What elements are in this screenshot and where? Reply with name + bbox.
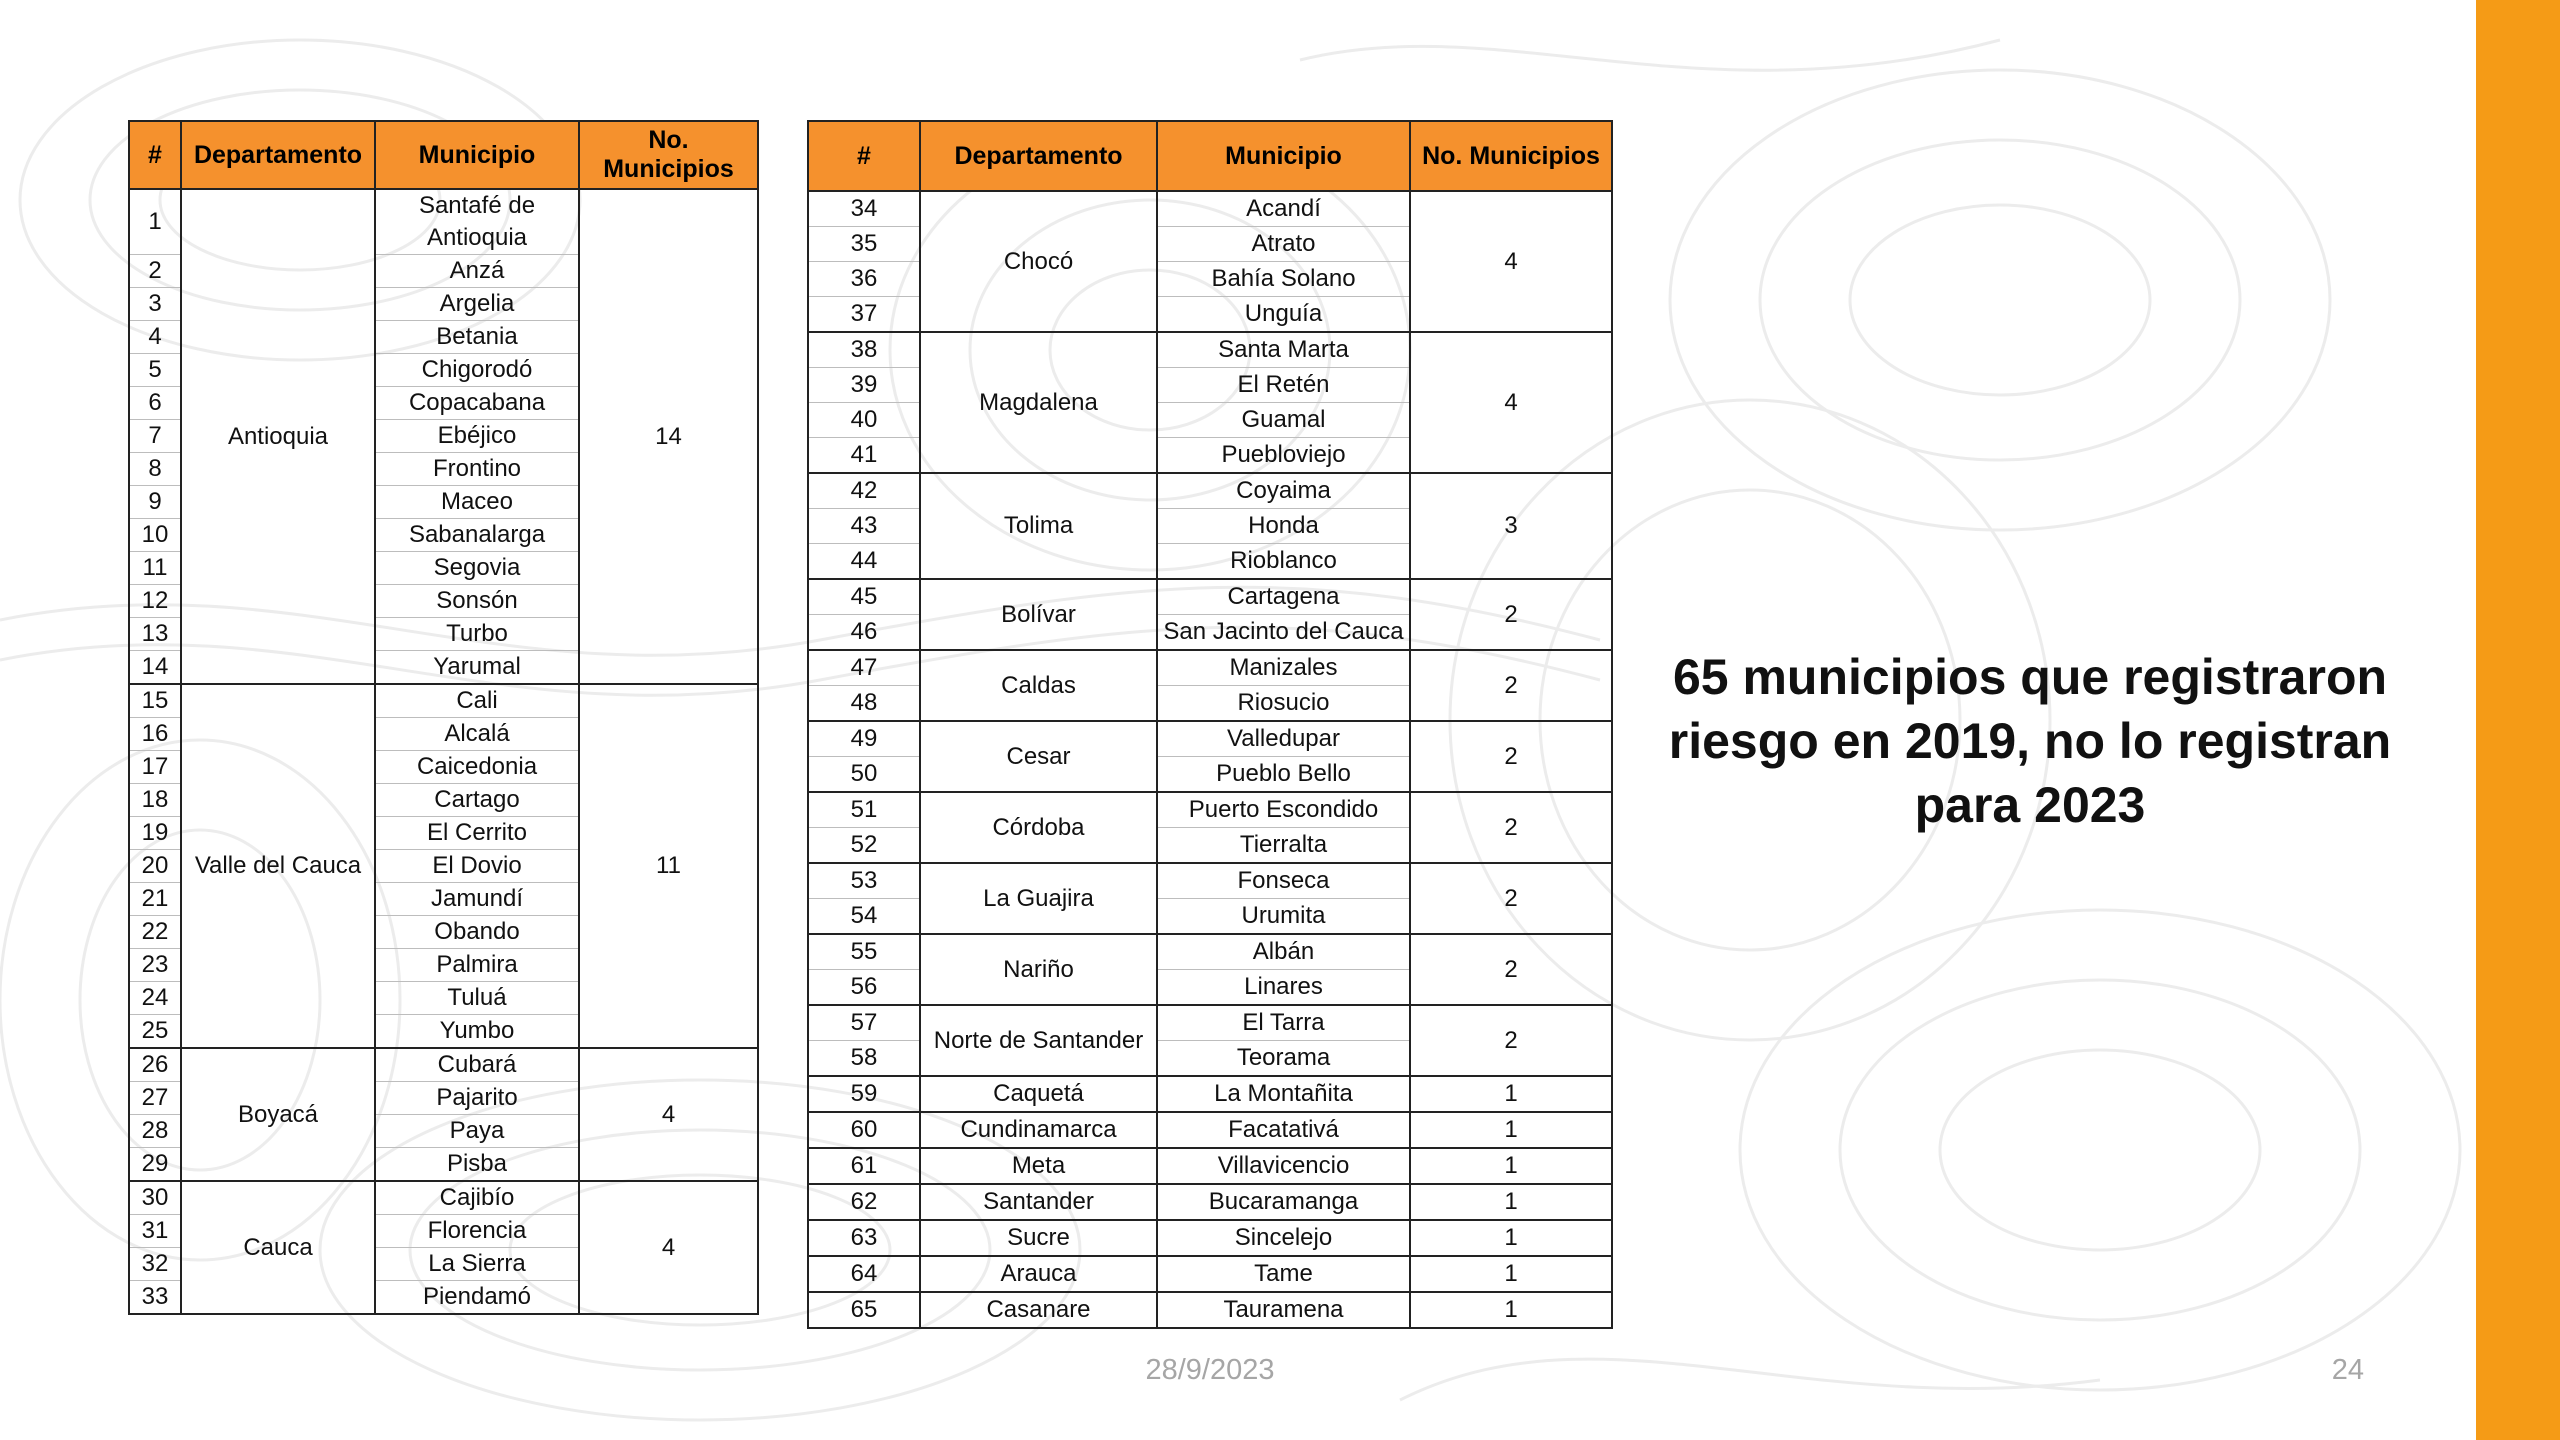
row-number: 8 bbox=[129, 453, 181, 486]
row-number: 28 bbox=[129, 1115, 181, 1148]
municipality-count-cell: 1 bbox=[1410, 1220, 1612, 1256]
row-number: 54 bbox=[808, 899, 920, 935]
footer-date: 28/9/2023 bbox=[1145, 1354, 1275, 1386]
municipality-cell: Frontino bbox=[375, 453, 579, 486]
page-number: 24 bbox=[2331, 1354, 2364, 1386]
municipality-count-cell: 1 bbox=[1410, 1292, 1612, 1328]
header-municipality: Municipio bbox=[1157, 121, 1410, 191]
department-cell: Meta bbox=[920, 1148, 1157, 1184]
department-cell: Cundinamarca bbox=[920, 1112, 1157, 1148]
row-number: 34 bbox=[808, 191, 920, 227]
header-count: No. Municipios bbox=[1410, 121, 1612, 191]
row-number: 17 bbox=[129, 751, 181, 784]
table-row bbox=[808, 1292, 1612, 1328]
municipality-cell: Villavicencio bbox=[1157, 1148, 1410, 1184]
municipality-cell: Honda bbox=[1157, 509, 1410, 544]
row-number: 21 bbox=[129, 883, 181, 916]
row-number: 23 bbox=[129, 949, 181, 982]
municipality-count-cell: 1 bbox=[1410, 1256, 1612, 1292]
municipality-cell: El Dovio bbox=[375, 850, 579, 883]
row-number: 2 bbox=[129, 255, 181, 288]
row-number: 47 bbox=[808, 650, 920, 686]
row-number: 53 bbox=[808, 863, 920, 899]
row-number: 9 bbox=[129, 486, 181, 519]
municipality-cell: Piendamó bbox=[375, 1281, 579, 1315]
municipality-cell: Anzá bbox=[375, 255, 579, 288]
municipality-cell: Unguía bbox=[1157, 297, 1410, 333]
row-number: 63 bbox=[808, 1220, 920, 1256]
headline-text: 65 municipios que registraron riesgo en 2019, no lo registran para 2023 bbox=[1668, 649, 2392, 833]
department-cell: Norte de Santander bbox=[920, 1005, 1157, 1076]
row-number: 36 bbox=[808, 262, 920, 297]
table-row bbox=[808, 650, 1612, 686]
row-number: 24 bbox=[129, 982, 181, 1015]
table-row bbox=[808, 1148, 1612, 1184]
municipality-cell: Yarumal bbox=[375, 651, 579, 685]
row-number: 55 bbox=[808, 934, 920, 970]
header-number: # bbox=[129, 121, 181, 189]
municipality-cell: Riosucio bbox=[1157, 686, 1410, 722]
department-cell: Cauca bbox=[181, 1181, 375, 1314]
department-cell: Caquetá bbox=[920, 1076, 1157, 1112]
row-number: 3 bbox=[129, 288, 181, 321]
municipality-count-cell: 2 bbox=[1410, 792, 1612, 863]
municipality-cell: Alcalá bbox=[375, 718, 579, 751]
municipality-count-cell: 4 bbox=[1410, 191, 1612, 332]
municipality-cell: Cartago bbox=[375, 784, 579, 817]
row-number: 13 bbox=[129, 618, 181, 651]
municipality-cell: Tauramena bbox=[1157, 1292, 1410, 1328]
table-row bbox=[129, 1048, 758, 1082]
header-department: Departamento bbox=[920, 121, 1157, 191]
municipality-cell: Maceo bbox=[375, 486, 579, 519]
department-cell: Boyacá bbox=[181, 1048, 375, 1181]
row-number: 35 bbox=[808, 227, 920, 262]
table-row bbox=[808, 934, 1612, 970]
municipality-count-cell: 4 bbox=[1410, 332, 1612, 473]
municipality-cell: Chigorodó bbox=[375, 354, 579, 387]
municipality-cell: Valledupar bbox=[1157, 721, 1410, 757]
municipality-count-cell: 1 bbox=[1410, 1076, 1612, 1112]
municipality-cell: Pisba bbox=[375, 1148, 579, 1182]
row-number: 1 bbox=[129, 189, 181, 255]
table-body bbox=[808, 191, 1612, 1328]
municipality-cell: Bahía Solano bbox=[1157, 262, 1410, 297]
municipality-cell: Albán bbox=[1157, 934, 1410, 970]
municipality-cell: Facatativá bbox=[1157, 1112, 1410, 1148]
row-number: 44 bbox=[808, 544, 920, 580]
row-number: 6 bbox=[129, 387, 181, 420]
municipality-cell: La Montañita bbox=[1157, 1076, 1410, 1112]
row-number: 18 bbox=[129, 784, 181, 817]
municipality-cell: Betania bbox=[375, 321, 579, 354]
row-number: 11 bbox=[129, 552, 181, 585]
table-row bbox=[808, 863, 1612, 899]
row-number: 48 bbox=[808, 686, 920, 722]
municipality-cell: Fonseca bbox=[1157, 863, 1410, 899]
municipality-cell: Segovia bbox=[375, 552, 579, 585]
table-row bbox=[808, 1184, 1612, 1220]
row-number: 51 bbox=[808, 792, 920, 828]
municipality-cell: Paya bbox=[375, 1115, 579, 1148]
department-cell: Chocó bbox=[920, 191, 1157, 332]
department-cell: Córdoba bbox=[920, 792, 1157, 863]
table-row bbox=[808, 792, 1612, 828]
municipality-cell: El Cerrito bbox=[375, 817, 579, 850]
row-number: 62 bbox=[808, 1184, 920, 1220]
table-row bbox=[808, 579, 1612, 615]
row-number: 45 bbox=[808, 579, 920, 615]
municipality-cell: El Tarra bbox=[1157, 1005, 1410, 1041]
municipality-cell: El Retén bbox=[1157, 368, 1410, 403]
municipality-cell: Copacabana bbox=[375, 387, 579, 420]
row-number: 56 bbox=[808, 970, 920, 1006]
municipality-cell: Palmira bbox=[375, 949, 579, 982]
row-number: 64 bbox=[808, 1256, 920, 1292]
municipality-cell: Obando bbox=[375, 916, 579, 949]
row-number: 20 bbox=[129, 850, 181, 883]
municipality-cell: Santa Marta bbox=[1157, 332, 1410, 368]
row-number: 39 bbox=[808, 368, 920, 403]
table-row bbox=[129, 1181, 758, 1215]
row-number: 59 bbox=[808, 1076, 920, 1112]
row-number: 50 bbox=[808, 757, 920, 793]
row-number: 14 bbox=[129, 651, 181, 685]
municipality-cell: Atrato bbox=[1157, 227, 1410, 262]
department-cell: Cesar bbox=[920, 721, 1157, 792]
header-municipality: Municipio bbox=[375, 121, 579, 189]
municipality-cell: Santafé de Antioquia bbox=[375, 189, 579, 255]
municipios-table-right bbox=[807, 120, 1613, 1329]
table-row bbox=[808, 1076, 1612, 1112]
municipality-count-cell: 2 bbox=[1410, 863, 1612, 934]
row-number: 49 bbox=[808, 721, 920, 757]
row-number: 65 bbox=[808, 1292, 920, 1328]
row-number: 22 bbox=[129, 916, 181, 949]
row-number: 19 bbox=[129, 817, 181, 850]
row-number: 25 bbox=[129, 1015, 181, 1049]
table-row bbox=[808, 191, 1612, 227]
table-header-row bbox=[129, 121, 758, 189]
municipality-cell: Linares bbox=[1157, 970, 1410, 1006]
row-number: 37 bbox=[808, 297, 920, 333]
municipality-count-cell: 4 bbox=[579, 1048, 758, 1181]
municipality-cell: Sincelejo bbox=[1157, 1220, 1410, 1256]
municipality-cell: Bucaramanga bbox=[1157, 1184, 1410, 1220]
table-header-row bbox=[808, 121, 1612, 191]
municipality-cell: Florencia bbox=[375, 1215, 579, 1248]
row-number: 7 bbox=[129, 420, 181, 453]
table-row bbox=[808, 1005, 1612, 1041]
municipality-cell: Jamundí bbox=[375, 883, 579, 916]
row-number: 4 bbox=[129, 321, 181, 354]
municipality-cell: Argelia bbox=[375, 288, 579, 321]
orange-side-bar bbox=[2476, 0, 2560, 1440]
header-count: No. Municipios bbox=[579, 121, 758, 189]
municipality-cell: Teorama bbox=[1157, 1041, 1410, 1077]
municipality-count-cell: 3 bbox=[1410, 473, 1612, 579]
municipality-cell: Puebloviejo bbox=[1157, 438, 1410, 474]
row-number: 29 bbox=[129, 1148, 181, 1182]
row-number: 26 bbox=[129, 1048, 181, 1082]
department-cell: Bolívar bbox=[920, 579, 1157, 650]
table-row bbox=[808, 721, 1612, 757]
municipality-cell: Urumita bbox=[1157, 899, 1410, 935]
municipality-cell: Cartagena bbox=[1157, 579, 1410, 615]
municipality-count-cell: 2 bbox=[1410, 1005, 1612, 1076]
row-number: 27 bbox=[129, 1082, 181, 1115]
municipality-count-cell: 1 bbox=[1410, 1112, 1612, 1148]
row-number: 12 bbox=[129, 585, 181, 618]
row-number: 58 bbox=[808, 1041, 920, 1077]
municipality-count-cell: 1 bbox=[1410, 1184, 1612, 1220]
row-number: 60 bbox=[808, 1112, 920, 1148]
municipality-cell: San Jacinto del Cauca bbox=[1157, 615, 1410, 651]
municipality-cell: Cali bbox=[375, 684, 579, 718]
municipality-cell: Cubará bbox=[375, 1048, 579, 1082]
municipality-cell: Guamal bbox=[1157, 403, 1410, 438]
table-row bbox=[808, 473, 1612, 509]
municipality-cell: Rioblanco bbox=[1157, 544, 1410, 580]
row-number: 5 bbox=[129, 354, 181, 387]
municipality-count-cell: 2 bbox=[1410, 721, 1612, 792]
municipality-cell: Coyaima bbox=[1157, 473, 1410, 509]
row-number: 42 bbox=[808, 473, 920, 509]
table-row bbox=[808, 1220, 1612, 1256]
municipality-count-cell: 11 bbox=[579, 684, 758, 1048]
municipality-cell: Manizales bbox=[1157, 650, 1410, 686]
row-number: 32 bbox=[129, 1248, 181, 1281]
municipality-cell: Tame bbox=[1157, 1256, 1410, 1292]
municipality-count-cell: 1 bbox=[1410, 1148, 1612, 1184]
department-cell: Caldas bbox=[920, 650, 1157, 721]
table-body bbox=[129, 189, 758, 1314]
row-number: 46 bbox=[808, 615, 920, 651]
row-number: 61 bbox=[808, 1148, 920, 1184]
municipality-cell: Sonsón bbox=[375, 585, 579, 618]
municipality-cell: Ebéjico bbox=[375, 420, 579, 453]
department-cell: Antioquia bbox=[181, 189, 375, 684]
municipality-cell: Caicedonia bbox=[375, 751, 579, 784]
row-number: 52 bbox=[808, 828, 920, 864]
row-number: 15 bbox=[129, 684, 181, 718]
municipality-cell: Yumbo bbox=[375, 1015, 579, 1049]
municipality-cell: Puerto Escondido bbox=[1157, 792, 1410, 828]
municipality-cell: Tuluá bbox=[375, 982, 579, 1015]
row-number: 43 bbox=[808, 509, 920, 544]
department-cell: Magdalena bbox=[920, 332, 1157, 473]
table-row bbox=[129, 189, 758, 255]
table-row bbox=[808, 1112, 1612, 1148]
municipality-count-cell: 2 bbox=[1410, 934, 1612, 1005]
department-cell: Valle del Cauca bbox=[181, 684, 375, 1048]
municipality-cell: Turbo bbox=[375, 618, 579, 651]
header-department: Departamento bbox=[181, 121, 375, 189]
municipality-count-cell: 2 bbox=[1410, 650, 1612, 721]
municipios-table-left bbox=[128, 120, 759, 1315]
row-number: 40 bbox=[808, 403, 920, 438]
row-number: 57 bbox=[808, 1005, 920, 1041]
row-number: 30 bbox=[129, 1181, 181, 1215]
municipality-cell: Cajibío bbox=[375, 1181, 579, 1215]
department-cell: Sucre bbox=[920, 1220, 1157, 1256]
header-number: # bbox=[808, 121, 920, 191]
department-cell: Santander bbox=[920, 1184, 1157, 1220]
municipality-count-cell: 14 bbox=[579, 189, 758, 684]
table-row bbox=[129, 684, 758, 718]
table-row bbox=[808, 1256, 1612, 1292]
municipality-cell: Acandí bbox=[1157, 191, 1410, 227]
department-cell: La Guajira bbox=[920, 863, 1157, 934]
row-number: 41 bbox=[808, 438, 920, 474]
municipality-count-cell: 4 bbox=[579, 1181, 758, 1314]
row-number: 38 bbox=[808, 332, 920, 368]
row-number: 33 bbox=[129, 1281, 181, 1315]
table-row bbox=[808, 332, 1612, 368]
municipality-cell: La Sierra bbox=[375, 1248, 579, 1281]
row-number: 10 bbox=[129, 519, 181, 552]
row-number: 31 bbox=[129, 1215, 181, 1248]
municipality-cell: Pajarito bbox=[375, 1082, 579, 1115]
municipality-cell: Tierralta bbox=[1157, 828, 1410, 864]
department-cell: Nariño bbox=[920, 934, 1157, 1005]
department-cell: Casanare bbox=[920, 1292, 1157, 1328]
department-cell: Arauca bbox=[920, 1256, 1157, 1292]
department-cell: Tolima bbox=[920, 473, 1157, 579]
row-number: 16 bbox=[129, 718, 181, 751]
municipality-cell: Pueblo Bello bbox=[1157, 757, 1410, 793]
municipality-cell: Sabanalarga bbox=[375, 519, 579, 552]
municipality-count-cell: 2 bbox=[1410, 579, 1612, 650]
